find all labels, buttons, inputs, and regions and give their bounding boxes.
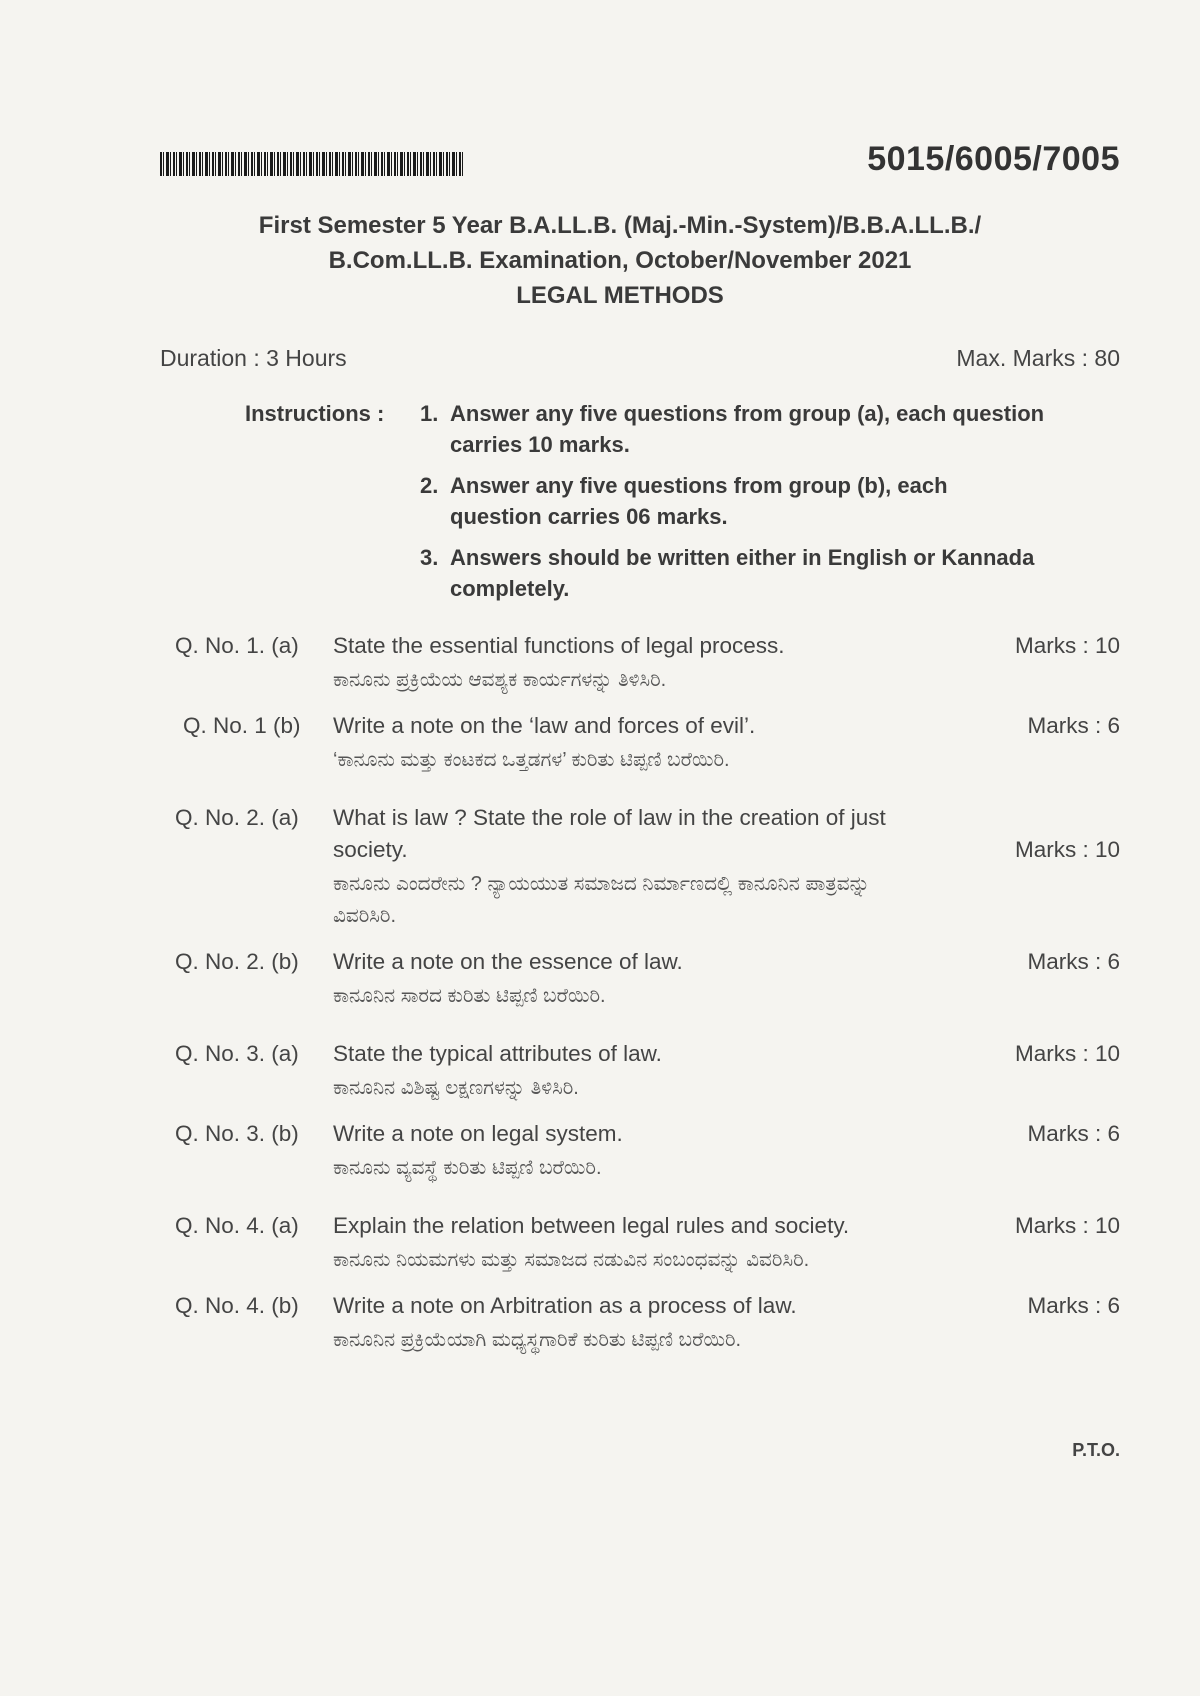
title-line-1: First Semester 5 Year B.A.LL.B. (Maj.-Min.-System)/B.B.A.LL.B./ [258,212,982,239]
instruction-number: 3. [420,545,439,570]
instruction-text: Answers should be written either in English or Kannada completely. [450,545,1035,601]
title-line-2: B.Com.LL.B. Examination, October/November 2021 [328,247,912,274]
question-text-kannada: ಕಾನೂನು ಪ್ರಕ್ರಿಯೆಯ ಆವಶ್ಯಕ ಕಾರ್ಯಗಳನ್ನು ತಿಳಿಸಿರಿ. [333,669,667,691]
question-marks: Marks : 10 [1014,633,1120,658]
instructions [245,398,1045,614]
meta-row [160,345,1120,372]
question-marks: Marks : 10 [1014,1041,1120,1066]
pto-label: P.T.O. [1072,1440,1120,1460]
question-label: Q. No. 1. (a) [175,633,299,658]
instruction-item [245,542,1045,604]
instruction-number: 2. [420,473,439,498]
question-text: State the essential functions of legal process. [333,633,785,658]
question-text-kannada: ಕಾನೂನು ಎಂದರೇನು ? ನ್ಯಾಯಯುತ ಸಮಾಜದ ನಿರ್ಮಾಣದಲ್ಲಿ ಕಾನೂನಿನ ಪಾತ್ರವನ್ನು ವಿವರಿಸಿರಿ. [333,873,870,927]
question-label: Q. No. 2. (a) [175,805,299,830]
question-item [175,946,1120,1012]
question-text: Write a note on Arbitration as a process of law. [333,1293,797,1318]
question-text: Write a note on the essence of law. [333,949,683,974]
instruction-text: Answer any five questions from group (a), each question carries 10 marks. [450,401,1045,457]
question-item [175,802,1120,932]
question-text: What is law ? State the role of law in the creation of just society. [333,805,886,862]
question-text-kannada: ‘ಕಾನೂನು ಮತ್ತು ಕಂಟಕದ ಒತ್ತಡಗಳ’ ಕುರಿತು ಟಿಪ್ಪಣಿ ಬರೆಯಿರಿ. [333,749,730,771]
barcode [160,152,465,176]
header-row [160,140,1120,190]
instructions-heading: Instructions : [245,401,385,426]
question-item [175,1118,1120,1184]
max-marks: Max. Marks : 80 [956,345,1120,371]
duration: Duration : 3 Hours [160,345,347,371]
question-label: Q. No. 3. (a) [175,1041,299,1066]
question-text: Write a note on the ‘law and forces of evil’. [333,713,756,738]
instruction-text: Answer any five questions from group (b), each question carries 06 marks. [450,473,948,529]
question-item [175,630,1120,696]
question-item [175,1038,1120,1104]
question-item [175,710,1120,776]
question-item [175,1290,1120,1356]
instruction-item [245,398,1045,460]
instruction-item [245,470,1045,532]
subject-title: LEGAL METHODS [516,282,724,309]
question-marks: Marks : 6 [1027,1121,1120,1146]
question-text: State the typical attributes of law. [333,1041,662,1066]
question-label: Q. No. 4. (b) [175,1293,299,1318]
question-text-kannada: ಕಾನೂನು ನಿಯಮಗಳು ಮತ್ತು ಸಮಾಜದ ನಡುವಿನ ಸಂಬಂಧವನ್ನು ವಿವರಿಸಿರಿ. [333,1249,810,1271]
exam-title [140,208,1100,313]
question-marks: Marks : 6 [1027,713,1120,738]
question-text-kannada: ಕಾನೂನಿನ ವಿಶಿಷ್ಟ ಲಕ್ಷಣಗಳನ್ನು ತಿಳಿಸಿರಿ. [333,1077,579,1099]
question-label: Q. No. 3. (b) [175,1121,299,1146]
question-marks: Marks : 6 [1027,1293,1120,1318]
question-marks: Marks : 10 [1014,1213,1120,1238]
question-text: Write a note on legal system. [333,1121,623,1146]
question-text-kannada: ಕಾನೂನಿನ ಪ್ರಕ್ರಿಯೆಯಾಗಿ ಮಧ್ಯಸ್ಥಗಾರಿಕೆ ಕುರಿತು ಟಿಪ್ಪಣಿ ಬರೆಯಿರಿ. [333,1329,742,1351]
question-marks: Marks : 10 [1014,837,1120,862]
question-label: Q. No. 1 (b) [183,713,301,738]
question-item [175,1210,1120,1276]
instruction-number: 1. [420,401,439,426]
question-text-kannada: ಕಾನೂನು ವ್ಯವಸ್ಥೆ ಕುರಿತು ಟಿಪ್ಪಣಿ ಬರೆಯಿರಿ. [333,1157,602,1179]
question-list [175,630,1120,1356]
question-marks: Marks : 6 [1027,949,1120,974]
question-label: Q. No. 2. (b) [175,949,299,974]
question-label: Q. No. 4. (a) [175,1213,299,1238]
paper-code: 5015/6005/7005 [867,140,1120,178]
question-text: Explain the relation between legal rules and society. [333,1213,850,1238]
question-text-kannada: ಕಾನೂನಿನ ಸಾರದ ಕುರಿತು ಟಿಪ್ಪಣಿ ಬರೆಯಿರಿ. [333,985,606,1007]
